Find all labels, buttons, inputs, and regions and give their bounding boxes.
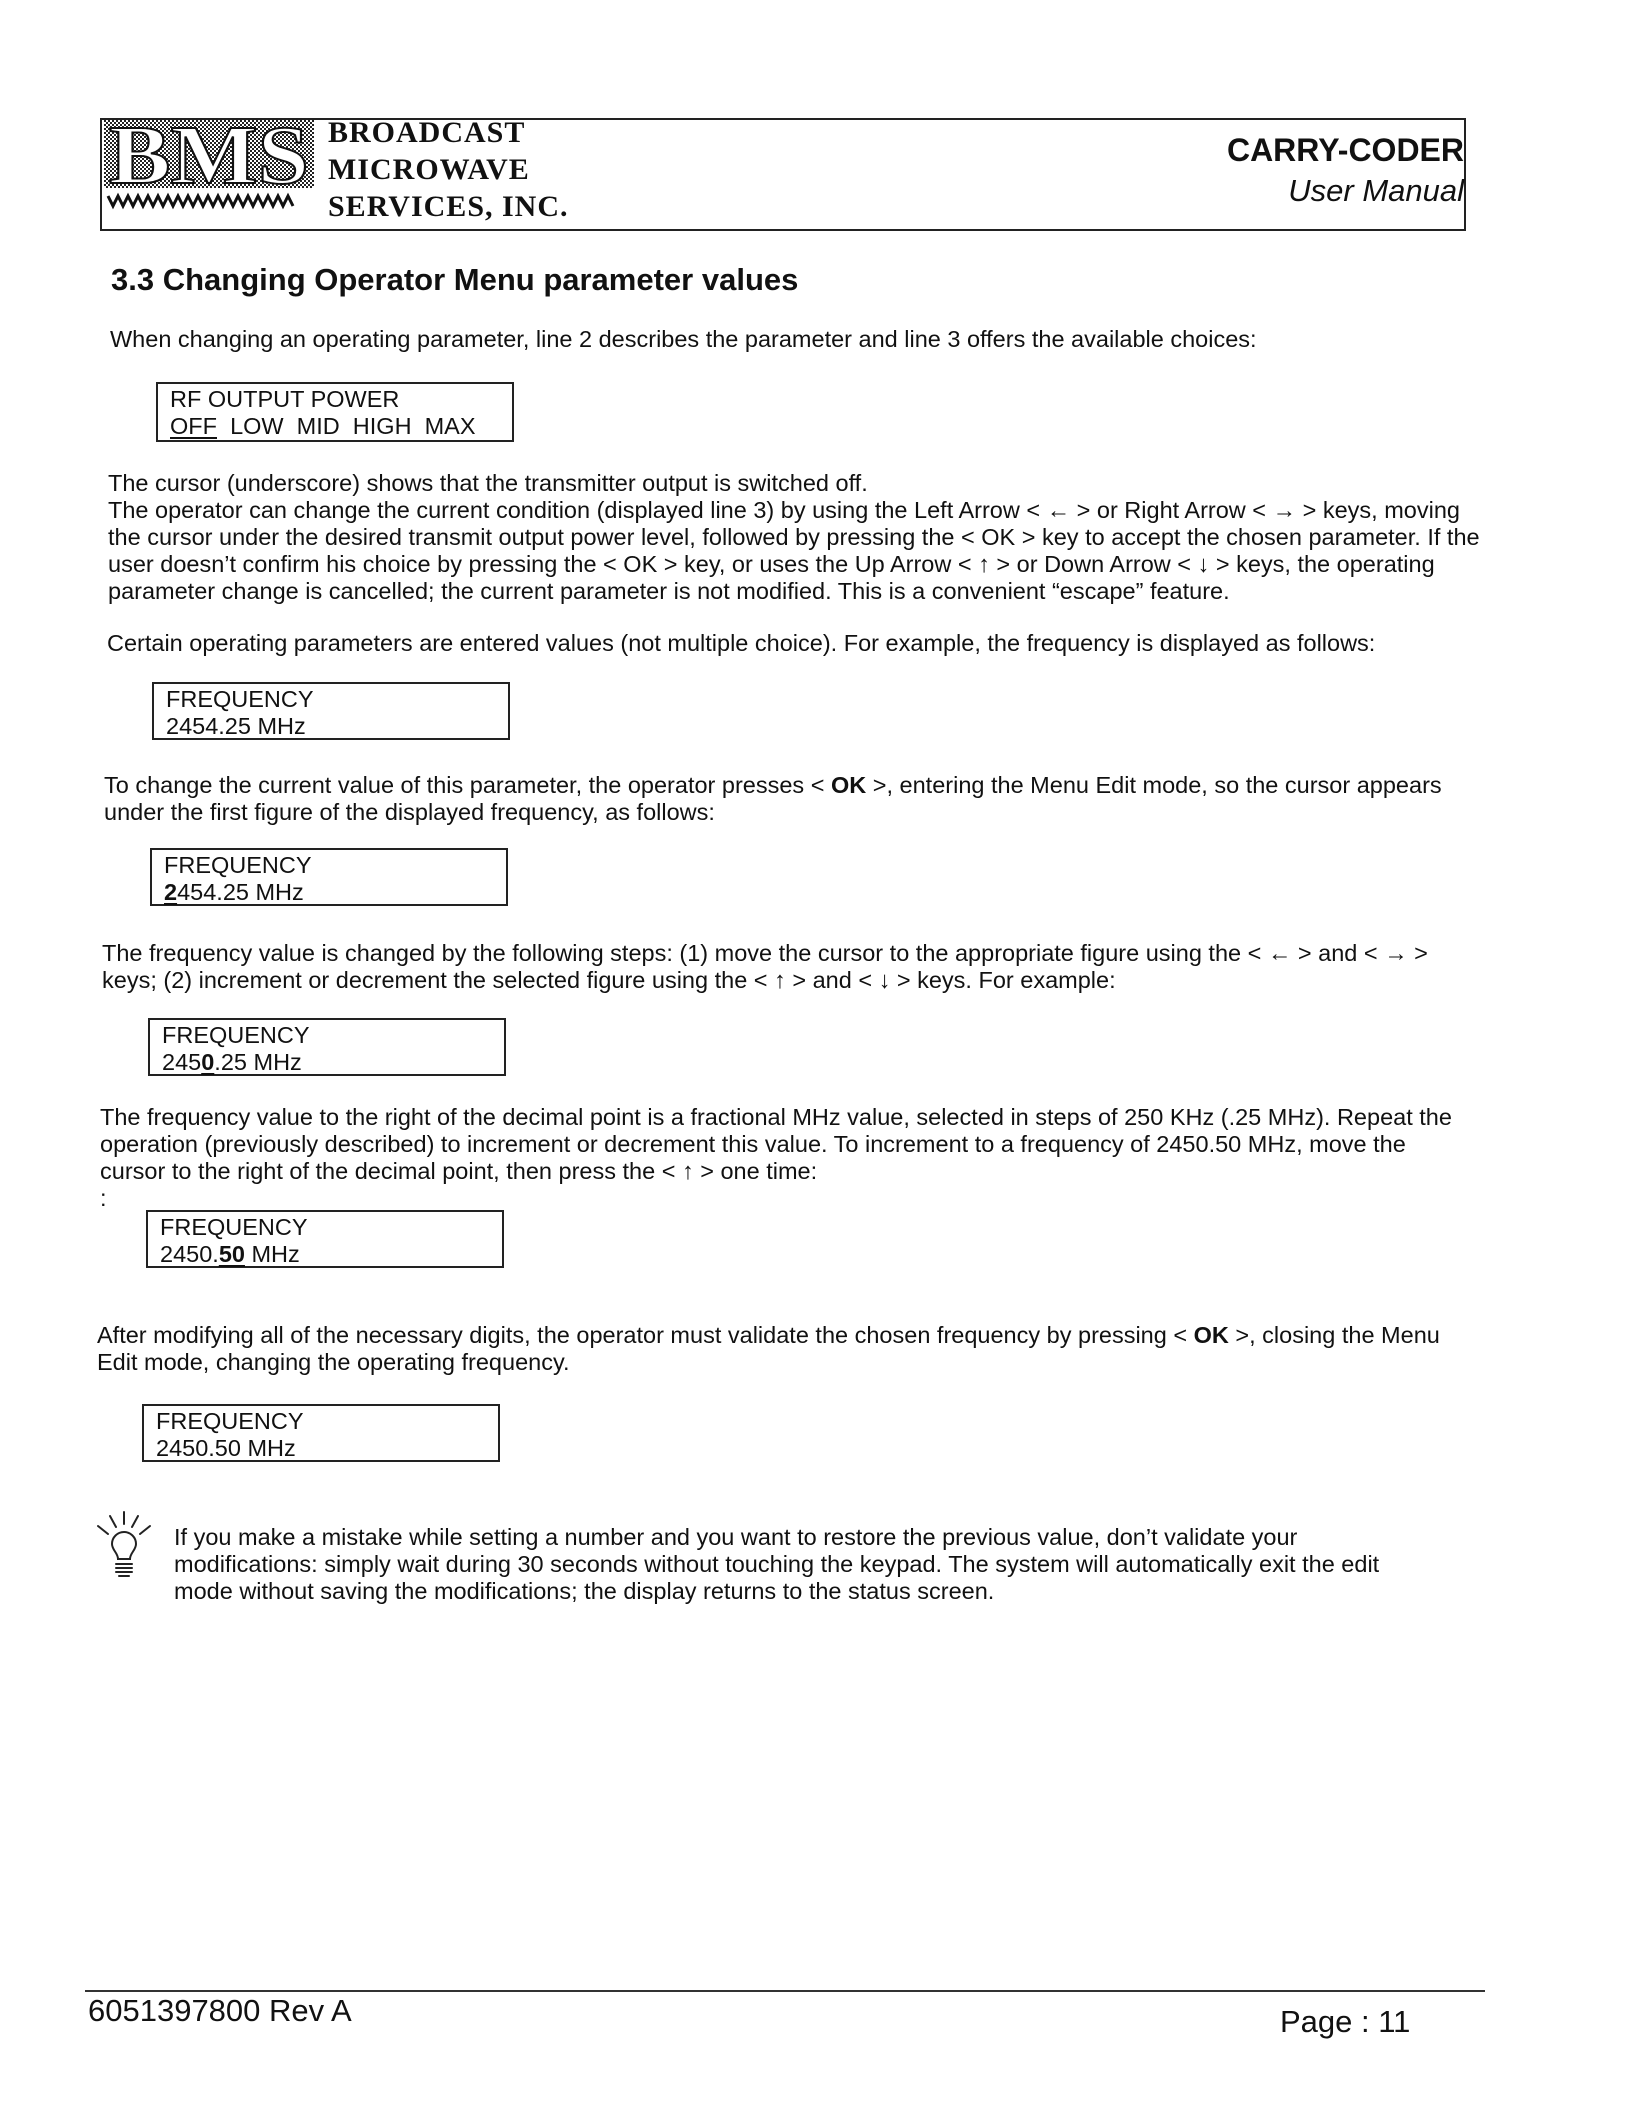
company-line-1: BROADCAST — [328, 116, 526, 149]
cursor-selected-choice: OFF — [170, 413, 217, 439]
tip-line-1: If you make a mistake while setting a number and you want to restore the previous value, don’t validate your — [174, 1524, 1298, 1550]
lcd-frequency-final — [142, 1404, 500, 1462]
para-cursor — [108, 470, 1480, 605]
section-heading: 3.3 Changing Operator Menu parameter values — [111, 262, 799, 297]
lcd-line-1: FREQUENCY — [164, 852, 312, 878]
tip-line-2: modifications: simply wait during 30 seconds without touching the keypad. The system will automatically exit the edit — [174, 1551, 1380, 1577]
page-number: Page : 11 — [1280, 2004, 1411, 2039]
text-segment: After modifying all of the necessary digits, the operator must validate the chosen frequency by pressing < — [97, 1322, 1194, 1348]
para-change-line-2: under the first figure of the displayed frequency, as follows: — [104, 799, 715, 825]
doc-number: 6051397800 Rev A — [88, 1993, 352, 2028]
lcd-line-1: FREQUENCY — [166, 686, 314, 712]
lcd-line-2 — [162, 1049, 504, 1076]
text-segment: >, entering the Menu Edit mode, so the cursor appears — [866, 772, 1442, 798]
lcd-value-rest: 454.25 MHz — [177, 879, 304, 905]
lcd-line-2 — [160, 1241, 502, 1268]
para-fraction-line-3: cursor to the right of the decimal point, then press the < ↑ > one time: — [100, 1158, 818, 1184]
lcd-line-1: RF OUTPUT POWER — [170, 386, 400, 412]
lcd-line-1: FREQUENCY — [156, 1408, 304, 1434]
doc-type: User Manual — [1288, 173, 1464, 208]
lcd-rf-output-power — [156, 382, 514, 442]
lcd-value-pre: 245 — [162, 1049, 202, 1075]
para-validate — [97, 1322, 1440, 1376]
para-validate-line-1 — [97, 1322, 1440, 1349]
para-entered-values: Certain operating parameters are entered values (not multiple choice). For example, the frequency is displayed as follows: — [107, 630, 1376, 656]
para-cursor-line-1: The cursor (underscore) shows that the transmitter output is switched off. — [108, 470, 868, 496]
bms-logo — [104, 120, 314, 210]
lcd-frequency-edit-first-digit — [150, 848, 508, 906]
ok-key: OK — [830, 772, 867, 798]
lcd-line-2: 2454.25 MHz — [166, 713, 306, 739]
lcd-line-1: FREQUENCY — [160, 1214, 308, 1240]
product-title: CARRY-CODER — [1226, 132, 1464, 168]
para-cursor-line-5: parameter change is cancelled; the current parameter is not modified. This is a convenient “escape” feature. — [108, 578, 1230, 604]
cursor-digit: 0 — [201, 1049, 215, 1075]
para-cursor-line-2: The operator can change the current condition (displayed line 3) by using the Left Arrow < ← > or Right Arrow < → > keys, moving — [108, 497, 1460, 523]
lcd-line-2: 2450.50 MHz — [156, 1435, 296, 1461]
lcd-line-2 — [170, 413, 512, 440]
footer-divider — [85, 1990, 1485, 1992]
logo-text: BMS — [109, 120, 309, 202]
tip-line-3: mode without saving the modifications; the display returns to the status screen. — [174, 1578, 995, 1604]
para-validate-line-2: Edit mode, changing the operating frequency. — [97, 1349, 570, 1375]
ok-key: OK — [1193, 1322, 1229, 1348]
para-fraction-line-1: The frequency value to the right of the decimal point is a fractional MHz value, selected in steps of 250 KHz (.25 MHz). Repeat the — [100, 1104, 1452, 1130]
para-intro: When changing an operating parameter, line 2 describes the parameter and line 3 offers the available choices: — [110, 326, 1257, 352]
lcd-value-post: MHz — [244, 1241, 300, 1267]
para-fraction — [100, 1104, 1452, 1212]
para-cursor-line-4: user doesn’t confirm his choice by pressing the < OK > key, or uses the Up Arrow < ↑ > or Down Arrow < ↓ > keys, the operating — [108, 551, 1435, 577]
lcd-line-2 — [164, 879, 506, 906]
para-fraction-line-4: : — [100, 1185, 107, 1211]
para-cursor-line-3: the cursor under the desired transmit output power level, followed by pressing the < OK > key to accept the chosen parameter. If the — [108, 524, 1480, 550]
para-change-value — [104, 772, 1442, 826]
company-line-3: SERVICES, INC. — [328, 190, 569, 223]
cursor-digits: 50 — [218, 1241, 245, 1267]
company-name — [328, 114, 569, 225]
para-fraction-line-2: operation (previously described) to increment or decrement this value. To increment to a frequency of 2450.50 MHz, move the — [100, 1131, 1406, 1157]
lcd-choices: LOW MID HIGH MAX — [230, 413, 476, 439]
lcd-line-1: FREQUENCY — [162, 1022, 310, 1048]
lcd-value-post: .25 MHz — [214, 1049, 302, 1075]
lcd-frequency-display — [152, 682, 510, 740]
para-steps-line-2: keys; (2) increment or decrement the selected figure using the < ↑ > and < ↓ > keys. For example: — [102, 967, 1116, 993]
header-right — [1227, 130, 1464, 212]
para-steps-line-1: The frequency value is changed by the following steps: (1) move the cursor to the appropriate figure using the < ← > and < → > — [102, 940, 1428, 966]
para-change-line-1 — [104, 772, 1442, 799]
lcd-frequency-edit-example — [148, 1018, 506, 1076]
lightbulb-icon — [92, 1510, 156, 1590]
para-steps — [102, 940, 1428, 994]
company-line-2: MICROWAVE — [328, 153, 530, 186]
text-segment: >, closing the Menu — [1228, 1322, 1440, 1348]
text-segment: To change the current value of this parameter, the operator presses < — [104, 772, 831, 798]
tip-note — [174, 1524, 1379, 1605]
lcd-frequency-fraction-edit — [146, 1210, 504, 1268]
cursor-digit: 2 — [164, 879, 178, 905]
lcd-value-pre: 2450. — [160, 1241, 219, 1267]
